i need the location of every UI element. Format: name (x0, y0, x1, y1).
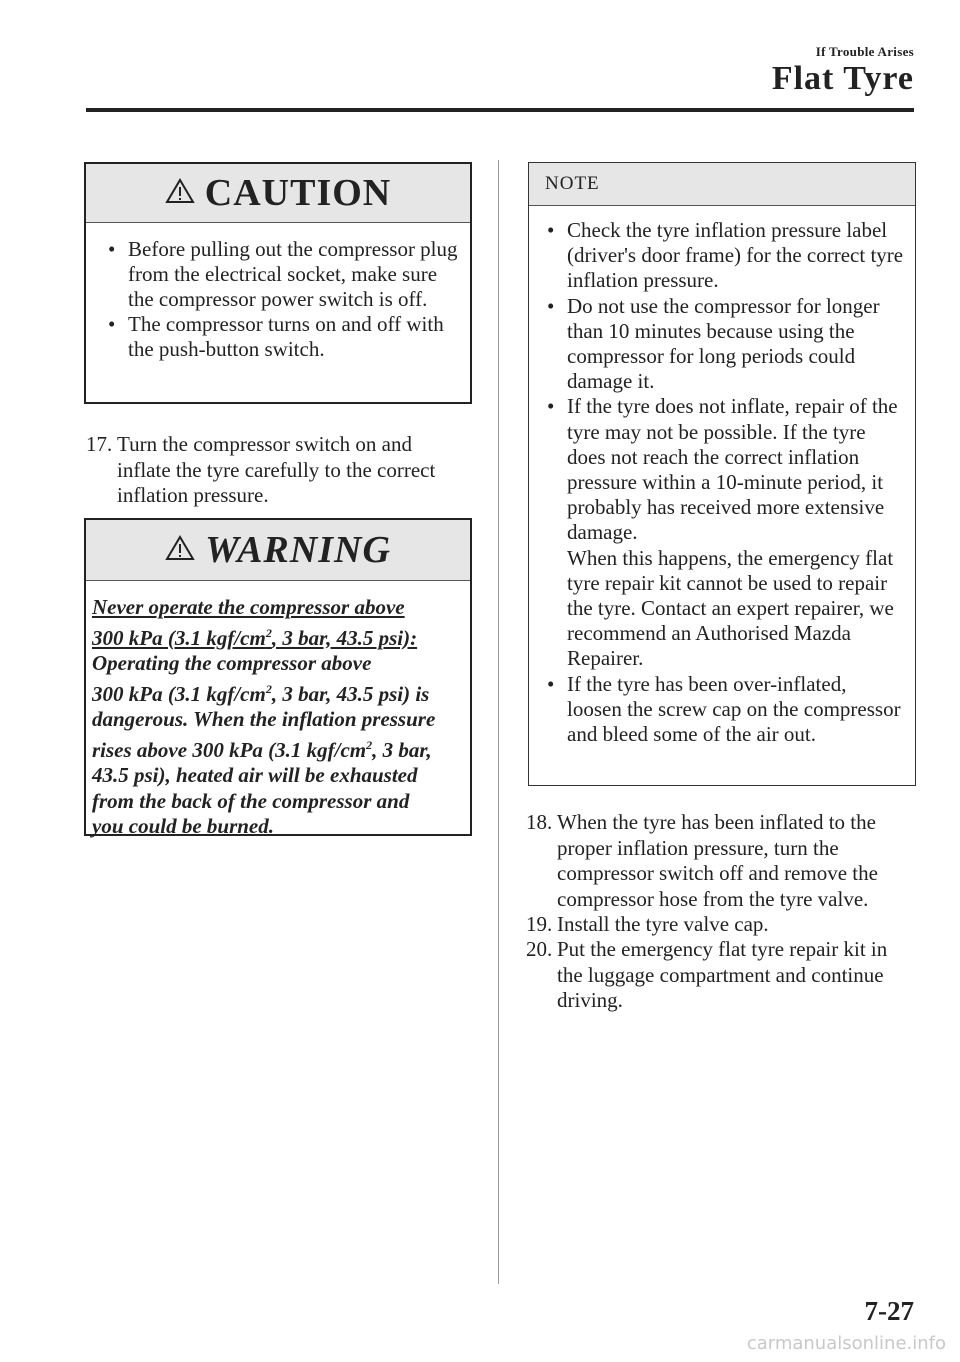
watermark: carmanualsonline.info (746, 1333, 946, 1354)
warning-header (86, 520, 470, 581)
step-text: Turn the compressor switch on and inflate the tyre carefully to the correct inflation pressure. (117, 432, 436, 507)
note-item: • If the tyre does not inflate, repair of the tyre may not be possible. If the tyre does not reach the correct inflation pressure within a 10-minute period, it probably has received more extensive damage. When this happens, the emergency flat tyre repair kit cannot be used to repair the tyre. Contact an expert repairer, we recommend an Authorised Mazda Repairer. (547, 394, 898, 671)
warning-text: dangerous. When the inflation pressure (92, 707, 436, 731)
caution-body (86, 223, 470, 372)
step-number: 19. (526, 912, 553, 936)
note-item: • Check the tyre inflation pressure label (driver's door frame) for the correct tyre inflation pressure. (547, 218, 904, 293)
caution-header (86, 164, 470, 223)
note-box (528, 162, 916, 786)
warning-text: from the back of the compressor and (92, 788, 410, 813)
step-number: 20. (526, 937, 553, 961)
warning-heading: 300 kPa (3.1 kgf/$cm^2$, 3 bar, 43.5 psi): (92, 625, 418, 650)
step-text: Put the emergency flat tyre repair kit in the luggage compartment and continue driving. (557, 937, 888, 1012)
warning-body (86, 581, 470, 850)
caution-item: • The compressor turns on and off with the push-button switch. (108, 312, 444, 361)
warning-text: Operating the compressor above (92, 651, 372, 675)
note-title: NOTE (545, 173, 600, 194)
page-title: Flat Tyre (771, 60, 914, 97)
header-rule (86, 108, 914, 112)
warning-text: rises above 300 kPa (3.1 kgf/$cm^2$, 3 bar, (92, 737, 432, 762)
warning-text: you could be burned. (92, 814, 275, 838)
note-header (529, 163, 915, 206)
note-body (529, 206, 915, 757)
caution-item: • Before pulling out the compressor plug from the electrical socket, make sure the compressor power switch is off. (108, 237, 458, 311)
note-item: • If the tyre has been over-inflated, loosen the screw cap on the compressor and bleed some of the air out. (547, 671, 901, 747)
step-number: 17. (86, 432, 113, 456)
running-header-section: If Trouble Arises (815, 44, 914, 59)
step-20 (526, 937, 916, 1014)
step-17 (86, 432, 466, 509)
warning-text: 300 kPa (3.1 kgf/$cm^2$, 3 bar, 43.5 psi) is (92, 681, 430, 706)
step-19 (526, 912, 916, 938)
step-text: Install the tyre valve cap. (557, 912, 769, 936)
warning-triangle-icon (165, 535, 195, 566)
warning-title: WARNING (205, 529, 391, 571)
warning-heading: Never operate the compressor above (92, 595, 405, 619)
warning-text: 43.5 psi), heated air will be exhausted (92, 763, 418, 787)
step-18 (526, 810, 916, 912)
step-number: 18. (526, 810, 553, 834)
note-item: • Do not use the compressor for longer than 10 minutes because using the compressor for long periods could damage it. (547, 293, 880, 394)
page-number: 7-27 (864, 1296, 914, 1326)
warning-box (84, 518, 472, 836)
warning-triangle-icon (165, 178, 195, 209)
caution-box (84, 162, 472, 404)
step-text: When the tyre has been inflated to the proper inflation pressure, turn the compressor switch off and remove the compressor hose from the tyre valve. (557, 810, 878, 911)
caution-title: CAUTION (204, 172, 392, 214)
column-divider (498, 160, 499, 1284)
